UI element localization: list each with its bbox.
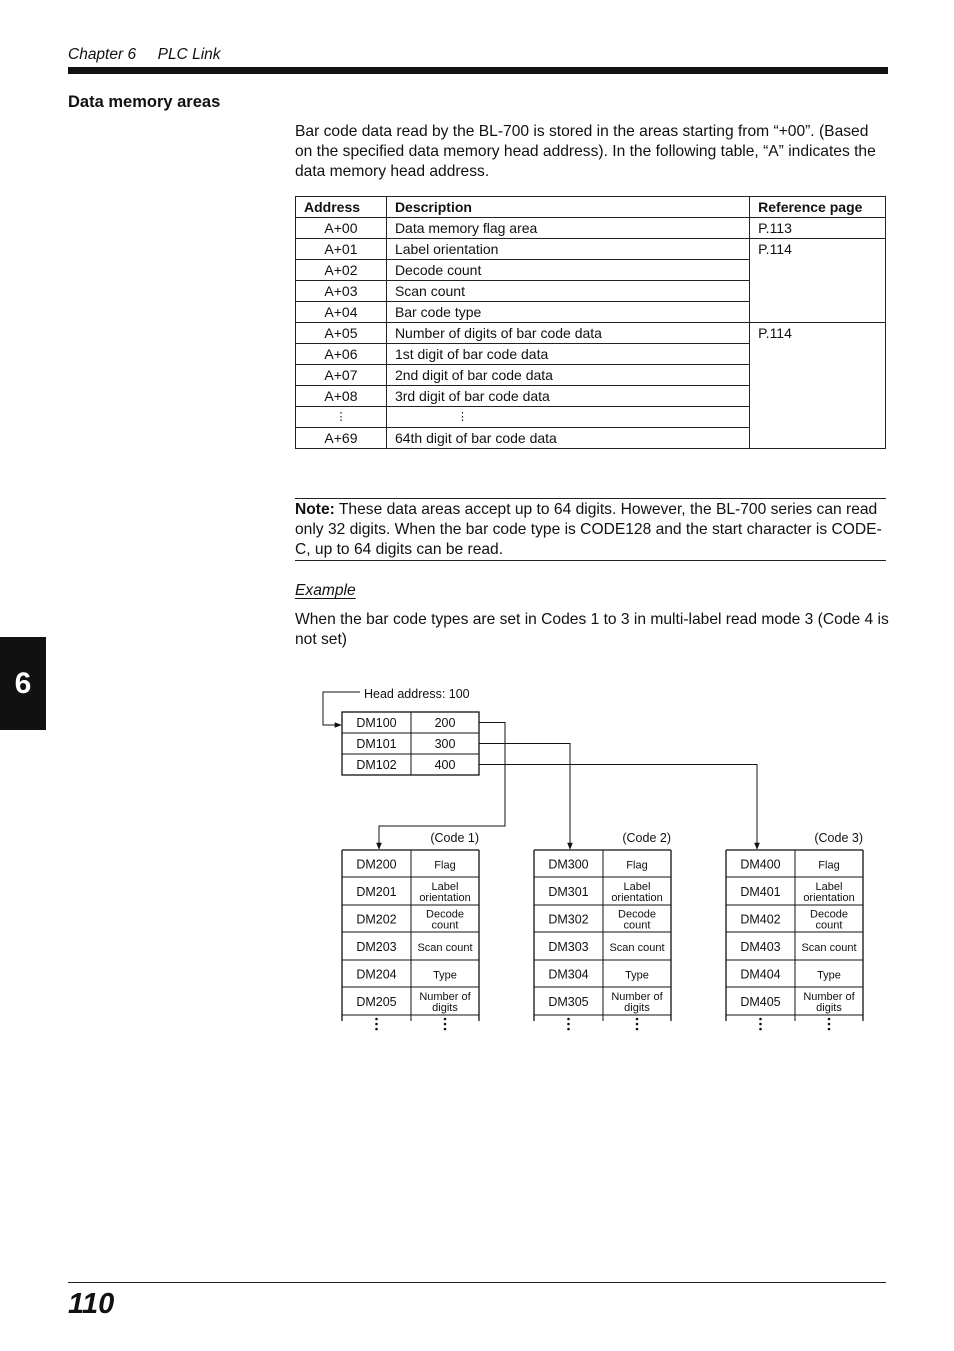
register-label: DM204 [356,967,397,982]
section-title: Data memory areas [68,93,221,111]
register-label: DM300 [548,857,589,872]
continuation-dot [444,1018,447,1021]
field-label: Scan count [609,942,665,954]
continuation-dot [375,1023,378,1026]
field-label: orientation [611,892,663,904]
description-cell: Number of digits of bar code data [386,323,749,344]
register-label: DM304 [548,967,589,982]
register-label: DM402 [740,912,781,927]
register-label: DM200 [356,857,397,872]
register-label: DM401 [740,885,781,899]
field-label: Number of [611,991,663,1003]
description-cell: 2nd digit of bar code data [386,365,749,386]
register-label: DM301 [548,885,589,899]
head-register-value: 400 [434,758,456,772]
field-label: Flag [626,859,648,872]
reference-cell: P.114 [750,323,886,449]
continuation-dot [636,1028,639,1031]
field-label: Decode [618,908,656,921]
continuation-dot [828,1018,831,1021]
head-register-label: DM101 [356,737,397,751]
continuation-dot [567,1028,570,1031]
field-label: digits [816,1002,842,1014]
note-text: These data areas accept up to 64 digits. However, the BL-700 series can read only 32 digits. When the bar code type is CODE128 and the start character is CODE-C, up to 64 digits can be read. [295,501,882,558]
page-number: 110 [68,1288,115,1320]
address-cell: A+03 [296,281,387,302]
field-label: digits [624,1002,650,1014]
code-block-3 [726,831,863,1030]
address-cell: ⋮ [296,407,387,428]
field-label: Number of [419,991,471,1003]
description-cell: 64th digit of bar code data [386,428,749,449]
field-label: Decode [810,908,848,921]
field-label: count [431,919,459,932]
example-label: Example [295,582,356,599]
register-label: DM302 [548,912,589,927]
register-label: DM202 [356,912,397,927]
continuation-dot [375,1018,378,1021]
intro-paragraph: Bar code data read by the BL-700 is stored in the areas starting from “+00”. (Based on the specified data memory head address). In the following table, “A” indicates the data memory head address. [295,123,876,180]
description-cell: Scan count [386,281,749,302]
register-label: DM305 [548,995,589,1009]
reference-cell: P.113 [750,218,886,239]
connector-code-3 [479,765,757,850]
field-label: Label [815,881,843,893]
field-label: Type [433,969,457,982]
field-label: Label [623,881,651,893]
register-label: DM203 [356,940,397,954]
description-cell: Bar code type [386,302,749,323]
description-cell: 3rd digit of bar code data [386,386,749,407]
register-label: DM400 [740,857,781,872]
address-cell: A+05 [296,323,387,344]
field-label: Label [431,881,459,893]
field-label: count [815,919,843,932]
description-cell: Decode count [386,260,749,281]
field-label: Scan count [417,942,473,954]
example-paragraph: When the bar code types are set in Codes 1 to 3 in multi-label read mode 3 (Code 4 is not set) [295,611,889,648]
description-cell: ⋮ [386,407,749,428]
continuation-dot [828,1028,831,1031]
head-register-label: DM102 [356,758,397,772]
code-block-title: (Code 2) [622,831,671,845]
head-address-label: Head address: 100 [364,687,470,701]
register-label: DM205 [356,995,397,1009]
code-block-title: (Code 1) [430,831,479,845]
register-label: DM405 [740,995,781,1009]
address-cell: A+08 [296,386,387,407]
address-cell: A+69 [296,428,387,449]
field-label: orientation [419,892,471,904]
head-register-label: DM100 [356,716,397,730]
footer-rule [68,1282,886,1283]
field-label: Type [625,969,649,982]
continuation-dot [567,1018,570,1021]
code-block-title: (Code 3) [814,831,863,845]
description-cell: Data memory flag area [386,218,749,239]
address-cell: A+00 [296,218,387,239]
column-header-description: Description [386,197,749,218]
continuation-dot [636,1023,639,1026]
code-block-2 [534,831,671,1030]
continuation-dot [636,1018,639,1021]
reference-cell: P.114 [750,239,886,323]
continuation-dot [375,1028,378,1031]
field-label: orientation [803,892,855,904]
column-header-reference-page: Reference page [750,197,886,218]
field-label: Type [817,969,841,982]
address-cell: A+02 [296,260,387,281]
chapter-tab: 6 [0,637,46,730]
continuation-dot [828,1023,831,1026]
head-register-value: 200 [434,716,456,730]
field-label: Flag [818,859,840,872]
field-label: Flag [434,859,456,872]
description-cell: Label orientation [386,239,749,260]
description-cell: 1st digit of bar code data [386,344,749,365]
register-label: DM201 [356,885,397,899]
field-label: count [623,919,651,932]
address-cell: A+04 [296,302,387,323]
connector-code-2 [479,744,570,850]
field-label: digits [432,1002,458,1014]
address-cell: A+06 [296,344,387,365]
header-chapter-title: PLC Link [157,46,221,63]
continuation-dot [759,1023,762,1026]
continuation-dot [759,1018,762,1021]
field-label: Number of [803,991,855,1003]
field-label: Decode [426,908,464,921]
header-chapter-number: Chapter 6 [68,46,137,63]
head-register-value: 300 [434,737,456,751]
continuation-dot [759,1028,762,1031]
address-cell: A+01 [296,239,387,260]
register-label: DM404 [740,967,781,982]
register-label: DM303 [548,940,589,954]
continuation-dot [444,1023,447,1026]
continuation-dot [567,1023,570,1026]
code-block-1 [342,831,479,1030]
continuation-dot [444,1028,447,1031]
column-header-address: Address [296,197,387,218]
address-cell: A+07 [296,365,387,386]
register-label: DM403 [740,940,781,954]
note-label: Note: [295,501,335,518]
field-label: Scan count [801,942,857,954]
